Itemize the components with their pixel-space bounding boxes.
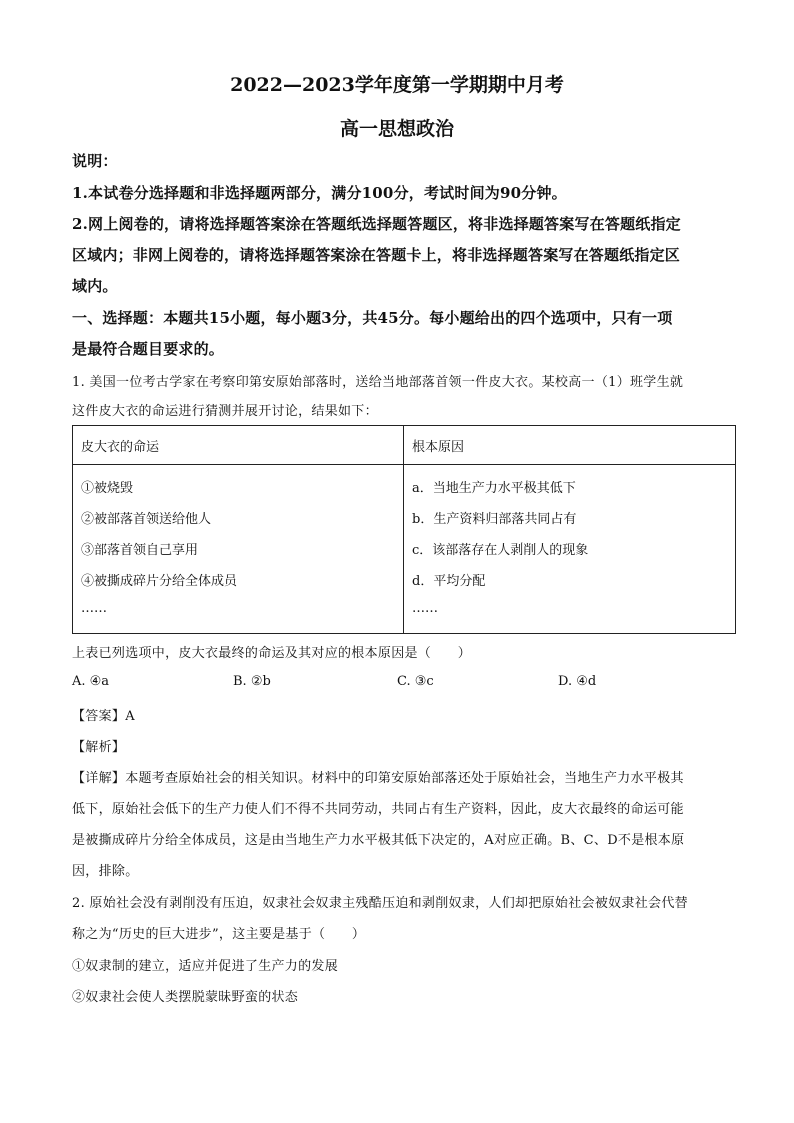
- q2-stem-2: 称之为“历史的巨大进步”，这主要是基于（ ）: [72, 927, 366, 942]
- q1-answer: 【答案】A: [72, 709, 135, 724]
- table-col-reason: [404, 465, 736, 634]
- fate-item: ①被烧毁: [81, 481, 134, 496]
- option-c: C. ③c: [397, 674, 434, 689]
- fate-item: ④被撕成碎片分给全体成员: [81, 574, 238, 589]
- q1-table: [72, 425, 736, 634]
- section-heading-1: 一、选择题：本题共15小题，每小题3分，共45分。每小题给出的四个选项中，只有一项: [72, 309, 673, 327]
- instructions-heading: 说明：: [72, 152, 118, 170]
- fate-item: ②被部落首领送给他人: [81, 512, 212, 527]
- instruction-1: 1.本试卷分选择题和非选择题两部分，满分100分，考试时间为90分钟。: [72, 184, 567, 202]
- reason-item: c．该部落存在人剥削人的现象: [412, 543, 589, 558]
- reason-item: a．当地生产力水平极其低下: [412, 481, 576, 496]
- q1-detail-1: 【详解】本题考查原始社会的相关知识。材料中的印第安原始部落还处于原始社会，当地生产力水平极其: [72, 771, 684, 786]
- table-header-reason: 根本原因: [404, 426, 736, 465]
- q1-options: [72, 674, 732, 694]
- q1-detail-2: 低下，原始社会低下的生产力使人们不得不共同劳动，共同占有生产资料，因此，皮大衣最终的命运可能: [72, 802, 684, 817]
- q1-stem-2: 这件皮大衣的命运进行猜测并展开讨论，结果如下：: [72, 404, 378, 419]
- table-col-fate: [73, 465, 404, 634]
- option-d: D. ④d: [558, 674, 597, 689]
- option-a: A. ④a: [72, 674, 110, 689]
- q1-stem-1: 1. 美国一位考古学家在考察印第安原始部落时，送给当地部落首领一件皮大衣。某校高一（1）班学生就: [72, 375, 684, 390]
- instruction-2a: 2.网上阅卷的，请将选择题答案涂在答题纸选择题答题区，将非选择题答案写在答题纸指定: [72, 215, 681, 233]
- reason-item-ellipsis: ……: [412, 601, 438, 616]
- option-b: B. ②b: [233, 674, 271, 689]
- q2-item-1: ①奴隶制的建立，适应并促进了生产力的发展: [72, 959, 339, 974]
- q2-item-2: ②奴隶社会使人类摆脱蒙昧野蛮的状态: [72, 990, 299, 1005]
- q2-stem-1: 2. 原始社会没有剥削没有压迫，奴隶社会奴隶主残酷压迫和剥削奴隶，人们却把原始社会被奴隶社会代替: [72, 896, 688, 911]
- exam-subject: 高一思想政治: [339, 118, 454, 140]
- q1-detail-3: 是被撕成碎片分给全体成员，这是由当地生产力水平极其低下决定的，A对应正确。B、C、D不是根本原: [72, 833, 685, 848]
- q1-analysis: 【解析】: [72, 740, 126, 755]
- section-heading-2: 是最符合题目要求的。: [72, 340, 225, 358]
- table-header-fate: 皮大衣的命运: [73, 426, 404, 465]
- q1-question: 上表已列选项中，皮大衣最终的命运及其对应的根本原因是（ ）: [72, 646, 472, 661]
- reason-item: d．平均分配: [412, 574, 486, 589]
- q1-detail-4: 因，排除。: [72, 864, 139, 879]
- fate-item: ③部落首领自己享用: [81, 543, 199, 558]
- fate-item-ellipsis: ……: [81, 601, 107, 616]
- instruction-2c: 域内。: [72, 277, 118, 295]
- exam-title: 2022—2023学年度第一学期期中月考: [230, 74, 564, 96]
- instruction-2b: 区域内；非网上阅卷的，请将选择题答案涂在答题卡上，将非选择题答案写在答题纸指定区: [72, 246, 681, 264]
- reason-item: b．生产资料归部落共同占有: [412, 512, 577, 527]
